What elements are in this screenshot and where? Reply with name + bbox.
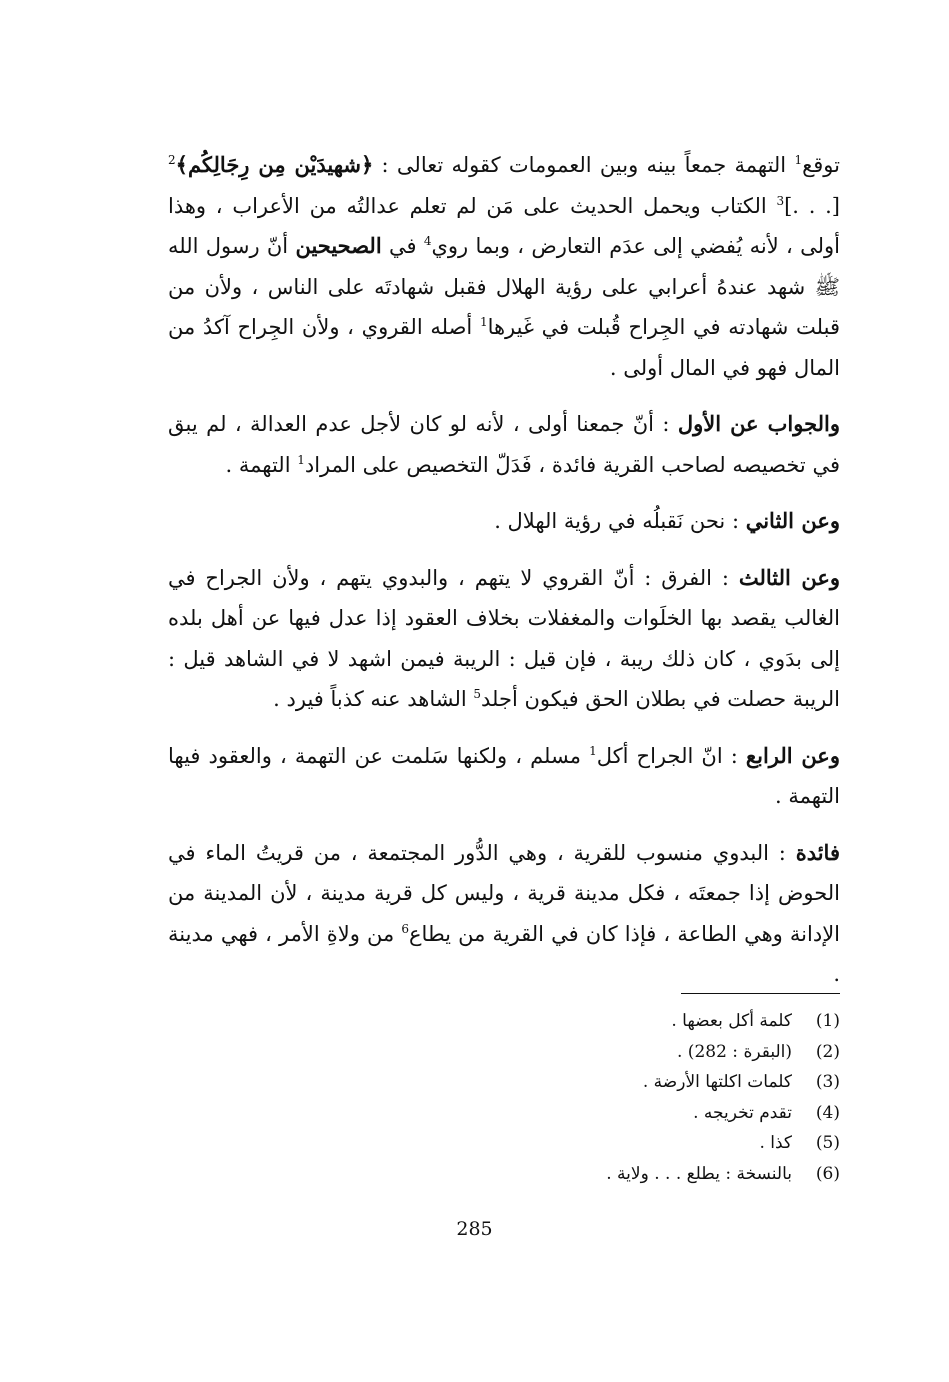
paragraph-5 bbox=[168, 736, 840, 817]
text-segment: : نحن نَقبلُه في رؤية الهلال . bbox=[494, 509, 746, 533]
section-heading: والجواب عن الأول bbox=[677, 411, 841, 436]
footnote-number: (3) bbox=[815, 1072, 840, 1092]
footnote-item bbox=[420, 1159, 840, 1190]
footnote-number: (4) bbox=[815, 1102, 840, 1123]
paragraph-4 bbox=[168, 558, 840, 720]
text-segment: الكتاب ويحمل الحديث على مَن لم تعلم عدالتُه من الأعراب ، وهذا أولى ، لأنه يُفضي إلى عدَم التعارض ، وبما روي bbox=[168, 193, 840, 258]
footnote-number: (2) bbox=[815, 1041, 840, 1062]
footnote-item bbox=[420, 1128, 840, 1159]
bold-term: الصحيحين bbox=[295, 233, 382, 258]
footnote-text: كذا . bbox=[759, 1133, 792, 1153]
page-number: 285 bbox=[456, 1218, 493, 1240]
footnote-ref: 1 bbox=[297, 452, 305, 467]
footnote-ref: 4 bbox=[423, 234, 432, 248]
footnote-ref: 1 bbox=[794, 153, 803, 167]
text-segment: أصله القروي ، ولأن الجِراح آكدُ من المال فهو في المال أولى . bbox=[168, 315, 840, 380]
footnote-item bbox=[420, 1006, 840, 1037]
footnote-number: (5) bbox=[815, 1133, 840, 1153]
text-segment: : الفرق : أنّ القروي لا يتهم ، والبدوي يتهم ، ولأن الجراح في الغالب يقصد بها الخلَوات والمغفلات بخلاف العقود إذا عدل فيها عن أهل بلده إلى بدَوي ، كان ذلك ريبة ، فإن قيل : الريبة فيمن اشهد لا في الشاهد قيل : الريبة حصلت في بطلان الحق فيكون أجلد bbox=[168, 565, 840, 711]
footnote-item bbox=[420, 1098, 840, 1129]
footnote-item bbox=[420, 1067, 840, 1098]
text-segment: التهمة جمعاً بينه وبين العمومات كقوله تعالى : bbox=[373, 153, 795, 177]
footnotes-list bbox=[420, 1006, 840, 1189]
footnote-text: كلمة أكل بعضها . bbox=[671, 1011, 792, 1031]
footnote-text: بالنسخة : يطلع . . . ولاية . bbox=[606, 1163, 792, 1184]
footnote-ref: 1 bbox=[479, 315, 488, 329]
footnote-number: (6) bbox=[815, 1163, 840, 1184]
footnote-text: كلمات اكلتها الأرضة . bbox=[642, 1072, 792, 1092]
footnote-ref: 6 bbox=[401, 921, 410, 936]
footnote-ref: 5 bbox=[473, 687, 482, 701]
text-segment: : البدوي منسوب للقرية ، وهي الدُّور المجتمعة ، من قريتُ الماء في الحوض إذا جمعتَه ، فكل مدينة قرية ، وليس كل قرية مدينة ، لأن المدينة من الإدانة وهي الطاعة ، فإذا كان في القرية من يطاع bbox=[168, 840, 841, 946]
main-text bbox=[168, 145, 840, 1011]
section-heading: وعن الثاني bbox=[745, 508, 840, 533]
footnote-divider bbox=[681, 993, 840, 994]
footnote-ref: 1 bbox=[589, 743, 597, 758]
footnote-text: (البقرة : 282) . bbox=[677, 1041, 792, 1062]
text-segment: في bbox=[381, 234, 424, 258]
text-segment: من ولاةِ الأمر ، فهي مدينة . bbox=[168, 921, 840, 986]
section-heading: وعن الرابع bbox=[745, 742, 840, 768]
footnote-number: (1) bbox=[815, 1011, 840, 1031]
footnote-ref: 2 bbox=[168, 153, 176, 167]
footnote-item bbox=[420, 1037, 840, 1068]
text-segment: [. . .] bbox=[784, 193, 840, 218]
text-segment: التهمة . bbox=[225, 452, 298, 477]
text-segment: : انّ الجراح أكل bbox=[596, 743, 746, 768]
text-segment: مسلم ، ولكنها سَلمت عن التهمة ، والعقود فيها التهمة . bbox=[168, 743, 840, 808]
footnote-text: تقدم تخريجه . bbox=[693, 1102, 792, 1123]
section-heading: وعن الثالث bbox=[738, 564, 840, 590]
footnote-ref: 3 bbox=[776, 193, 785, 208]
paragraph-6 bbox=[168, 833, 840, 995]
text-segment: : أنّ جمعنا أولى ، لأنه لو كان لأجل عدم العدالة ، لم يبق في تخصيصه لصاحب القرية فائدة ، فَدَلّ التخصيص على المراد bbox=[168, 412, 840, 477]
text-segment: أنّ رسول الله ﷺ شهد عندهُ أعرابي على رؤية الهلال فقبل شهادتَه على الناس ، ولأن من قبلت شهادته في الجِراح قُبلت في غَيرها bbox=[168, 234, 840, 339]
text-segment: توقع bbox=[802, 153, 840, 177]
paragraph-2 bbox=[168, 404, 840, 485]
text-segment: الشاهد عنه كذباً فيرد . bbox=[273, 687, 474, 711]
paragraph-3 bbox=[168, 501, 840, 542]
paragraph-1 bbox=[168, 145, 840, 388]
section-heading: فائدة bbox=[795, 839, 840, 865]
quran-quote: ﴿شهيدَيْن مِن رِجَالِكُم﴾ bbox=[175, 152, 374, 177]
